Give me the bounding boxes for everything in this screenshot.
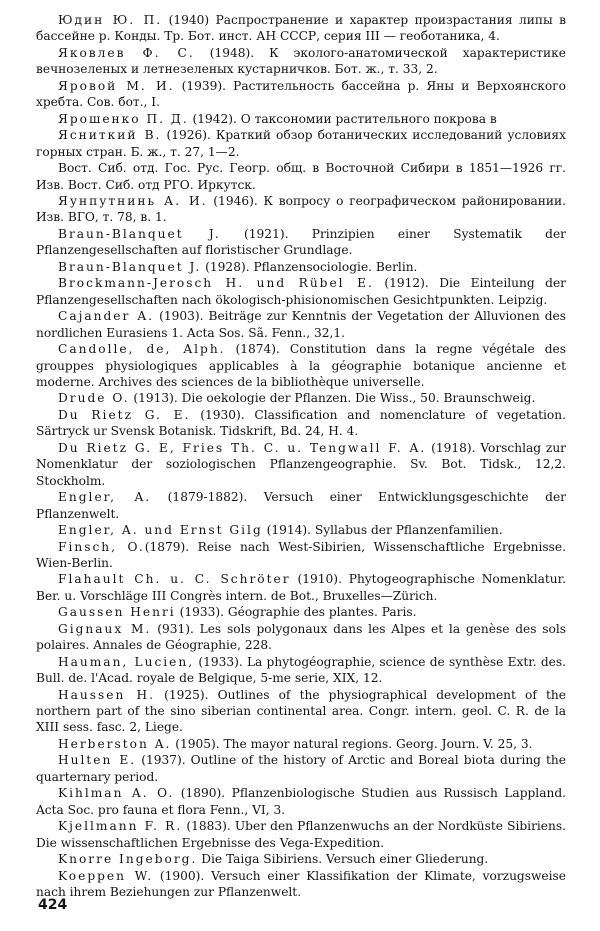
reference-entry — [36, 407, 566, 440]
reference-entry — [36, 45, 566, 78]
reference-author: Cajander A. — [58, 309, 155, 324]
reference-text: Die Taiga Sibiriens. Versuch einer Gliederung. — [197, 852, 489, 867]
reference-author: Braun-Blanquet J. — [58, 226, 221, 241]
reference-text: (1912). Die Einteilung der Pflanzengesellschaften nach ökologisch-phisionomischen Gesichtpunkten. Leipzig. — [36, 276, 567, 307]
reference-author: Du Rietz G. E, Fries Th. C. u. Tengwall F. A. — [58, 440, 427, 455]
reference-entry — [36, 818, 566, 851]
reference-text: (1925). Outlines of the physiographical development of the northern part of the sino siberian continental area. Congr. intern. geol. C. R. de la XIII sess. fasc. 2, Liege. — [36, 687, 566, 735]
reference-author: Ясниткий В. — [58, 128, 162, 143]
reference-text: (1900). Versuch einer Klassifikation der Klimate, vorzugsweise nach ihrem Beziehungen zur Pflanzenwelt. — [36, 868, 566, 900]
reference-author: Ярошенко П. Д. — [58, 111, 189, 126]
reference-text: (1948). К эколого-анатомической характеристике вечнозеленых и летнезеленых кустарничков. Бот. ж., т. 33, 2. — [36, 45, 566, 77]
reference-text: (1903). Beiträge zur Kenntnis der Vegetation der Alluvionen des nordlichen Eurasiens 1. Acta Sos. Sã. Fenn., 32,1. — [36, 309, 566, 340]
reference-text: (1890). Pflanzenbiologische Studien aus Russisch Lappland. Acta Soc. pro fauna et flora Fenn., VI, 3. — [36, 786, 566, 817]
reference-author: Du Rietz G. E. — [58, 407, 191, 422]
reference-author: Gignaux M. — [58, 621, 152, 636]
reference-entry — [36, 539, 566, 572]
reference-entry — [36, 851, 566, 867]
reference-text: (1928). Pflanzensociologie. Berlin. — [201, 259, 418, 274]
reference-text: (1939). Растительность бассейна р. Яны и Верхоянского хребта. Сов. бот., I. — [36, 78, 566, 110]
reference-entry — [36, 522, 566, 538]
reference-entry — [36, 489, 566, 522]
page-number: 424 — [38, 897, 68, 913]
reference-author: Hauman, Lucien, — [58, 654, 195, 669]
reference-entry — [36, 160, 566, 193]
reference-text: (1921). Prinzipien einer Systematik der Pflanzengesellschaften auf floristischer Grundlage. — [36, 226, 566, 258]
reference-text: (1933). La phytogéographie, science de synthèse Extr. des. Bull. de. l'Acad. royale de Belgique, 5-me serie, XIX, 12. — [36, 654, 566, 686]
reference-text: (1883). Uber den Pflanzenwuchs an der Nordküste Sibiriens. Die wissenschaftlichen Ergebnisse des Vega-Expedition. — [36, 819, 566, 850]
reference-text: (1933). Géographie des plantes. Paris. — [175, 605, 417, 620]
reference-entry — [36, 275, 566, 308]
reference-author: Gaussen Henri — [58, 605, 176, 620]
reference-entry — [36, 226, 566, 259]
reference-entry — [36, 571, 566, 604]
reference-entry — [36, 127, 566, 160]
reference-author: Engler, A. und Ernst Gilg — [58, 523, 263, 538]
reference-author: Candolle, de, Alph. — [58, 342, 226, 357]
reference-entry — [36, 736, 566, 752]
reference-text: (1926). Краткий обзор ботанических исследований условиях горных стран. Б. ж., т. 27, 1—2. — [36, 128, 566, 159]
reference-entry — [36, 193, 566, 226]
reference-text: (1879). Reise nach West-Sibirien, Wissenschaftliche Ergebnisse. Wien-Berlin. — [36, 539, 566, 570]
reference-entry — [36, 604, 566, 620]
reference-author: Drude O. — [58, 391, 130, 406]
reference-text: Вост. Сиб. отд. Гос. Рус. Геогр. общ. в Восточной Сибири в 1851—1926 гг. Изв. Вост. Сиб. отд РГО. Иркутск. — [36, 161, 566, 192]
reference-entry — [36, 440, 566, 489]
reference-entry — [36, 259, 566, 275]
reference-author: Яунпутнинь А. И. — [58, 193, 208, 208]
reference-entry — [36, 868, 566, 901]
reference-text: (1905). The mayor natural regions. Georg. Journ. V. 25, 3. — [171, 736, 533, 751]
reference-entry — [36, 785, 566, 818]
reference-author: Юдин Ю. П. — [58, 13, 163, 27]
reference-text: (1918). Vorschlag zur Nomenklatur der soziologischen Pflanzengeographie. Sv. Bot. Tidsk., 12,2. Stockholm. — [36, 440, 566, 488]
reference-text: (1946). К вопросу о географическом районировании. Изв. ВГО, т. 78, в. 1. — [36, 193, 566, 225]
reference-author: Brockmann-Jerosch H. und Rübel E. — [58, 276, 374, 291]
reference-text: (931). Les sols polygonaux dans les Alpes et la genèse des sols polaires. Annales de Géographie, 228. — [36, 621, 566, 653]
reference-text: (1910). Phytogeographische Nomenklatur. Ber. u. Vorschläge III Congrès intern. de Bot., Bruxelles—Zürich. — [36, 572, 567, 603]
reference-author: Koeppen W. — [58, 868, 154, 883]
reference-text: (1879-1882). Versuch einer Entwicklungsgeschichte der Pflanzenwelt. — [36, 490, 566, 521]
reference-text: (1874). Constitution dans la regne végétale des grouppes physiologiques applicables à la géographie botanique ancienne et moderne. Archives des sciences de la bibliothèque universelle. — [36, 342, 567, 389]
reference-text: (1930). Classification and nomenclature of vegetation. Särtryck ur Svensk Botanisk. Tidskrift, Bd. 24, H. 4. — [36, 407, 566, 439]
reference-entry — [36, 308, 566, 341]
reference-author: Flahault Ch. u. C. Schröter — [58, 572, 291, 587]
reference-text: (1913). Die oekologie der Pflanzen. Die Wiss., 50. Braunschweig. — [129, 391, 536, 406]
reference-author: Knorre Ingeborg. — [58, 852, 198, 867]
reference-author: Haussen H. — [58, 687, 155, 702]
reference-author: Hulten E. — [58, 753, 137, 768]
reference-author: Finsch, O. — [58, 539, 145, 554]
reference-author: Яковлев Ф. С. — [58, 45, 195, 60]
reference-entry — [36, 111, 566, 127]
reference-author: Braun-Blanquet J. — [58, 259, 202, 274]
reference-author: Herberston A. — [58, 736, 172, 751]
reference-entry — [36, 341, 566, 390]
reference-entry — [36, 78, 566, 111]
reference-text: (1937). Outline of the history of Arctic and Boreal biota during the quarternary period. — [36, 753, 566, 784]
reference-text: (1940) Распространение и характер произрастания липы в бассейне р. Конды. Тр. Бот. инст. АН СССР, серия III — геоботаника, 4. — [36, 13, 566, 44]
reference-author: Kihlman A. O. — [58, 786, 175, 801]
reference-entry — [36, 390, 566, 406]
reference-entry — [36, 621, 566, 654]
reference-text: (1942). О таксономии растительного покрова в — [188, 111, 497, 126]
reference-entry — [36, 654, 566, 687]
reference-text: (1914). Syllabus der Pflanzenfamilien. — [262, 523, 503, 538]
reference-author: Engler, A. — [58, 490, 152, 505]
reference-author: Яровой М. И. — [58, 78, 175, 93]
reference-entry — [36, 12, 566, 45]
reference-list — [36, 12, 566, 900]
reference-author: Kjellmann F. R. — [58, 819, 183, 834]
reference-entry — [36, 687, 566, 736]
reference-entry — [36, 752, 566, 785]
